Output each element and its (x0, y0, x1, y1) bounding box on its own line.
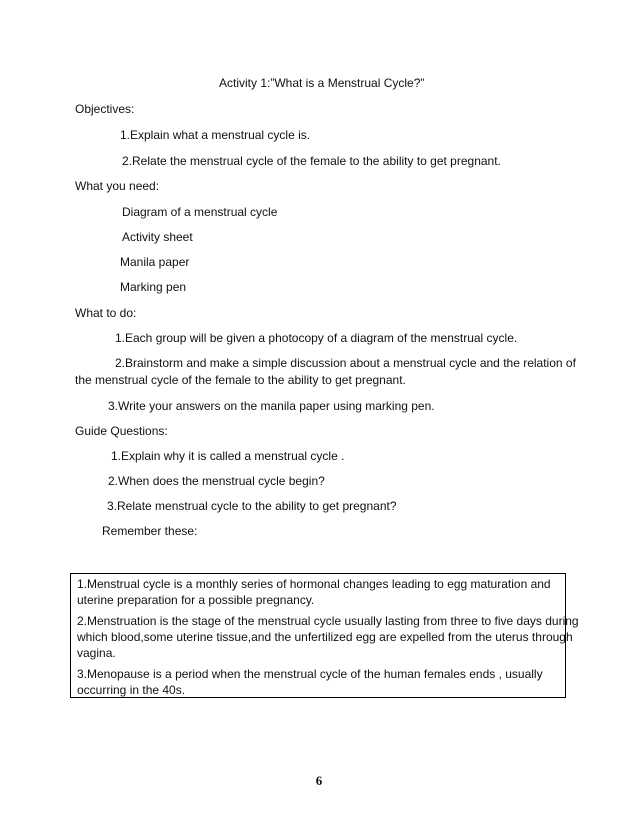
procedure-step: 3.Write your answers on the manila paper using marking pen. (108, 399, 435, 413)
key-point-line: 3.Menopause is a period when the menstrual cycle of the human females ends , usually (77, 667, 543, 681)
key-point-line: occurring in the 40s. (77, 683, 186, 697)
procedure-step: 1.Each group will be given a photocopy of a diagram of the menstrual cycle. (115, 331, 518, 345)
key-points-box (70, 573, 579, 698)
materials-heading: What you need: (75, 179, 160, 193)
material-item: Diagram of a menstrual cycle (122, 205, 278, 219)
objectives-heading: Objectives: (75, 102, 135, 116)
guide-heading: Guide Questions: (75, 424, 168, 438)
key-point-line: which blood,some uterine tissue,and the unfertilized egg are expelled from the uterus through (77, 630, 573, 644)
procedure-step: 2.Brainstorm and make a simple discussion about a menstrual cycle and the relation of (115, 356, 576, 370)
page-number: 6 (315, 773, 323, 788)
page-title: Activity 1:”What is a Menstrual Cycle?” (219, 76, 425, 90)
key-point-line: uterine preparation for a possible pregnancy. (77, 593, 315, 607)
objective-item: 2.Relate the menstrual cycle of the female to the ability to get pregnant. (122, 154, 501, 168)
guide-question: 2.When does the menstrual cycle begin? (108, 474, 325, 488)
objective-item: 1.Explain what a menstrual cycle is. (120, 128, 311, 142)
key-point-line: vagina. (77, 646, 116, 660)
material-item: Manila paper (120, 255, 190, 269)
procedure-heading: What to do: (75, 306, 137, 320)
material-item: Activity sheet (122, 230, 193, 244)
procedure-step-continued: the menstrual cycle of the female to the ability to get pregnant. (75, 373, 406, 387)
guide-question: 1.Explain why it is called a menstrual cycle . (111, 449, 345, 463)
guide-question: 3.Relate menstrual cycle to the ability to get pregnant? (107, 499, 397, 513)
material-item: Marking pen (120, 280, 187, 294)
key-point-line: 2.Menstruation is the stage of the menstrual cycle usually lasting from three to five days during (77, 614, 579, 628)
key-point-line: 1.Menstrual cycle is a monthly series of hormonal changes leading to egg maturation and (77, 577, 551, 591)
remember-heading: Remember these: (102, 524, 198, 538)
